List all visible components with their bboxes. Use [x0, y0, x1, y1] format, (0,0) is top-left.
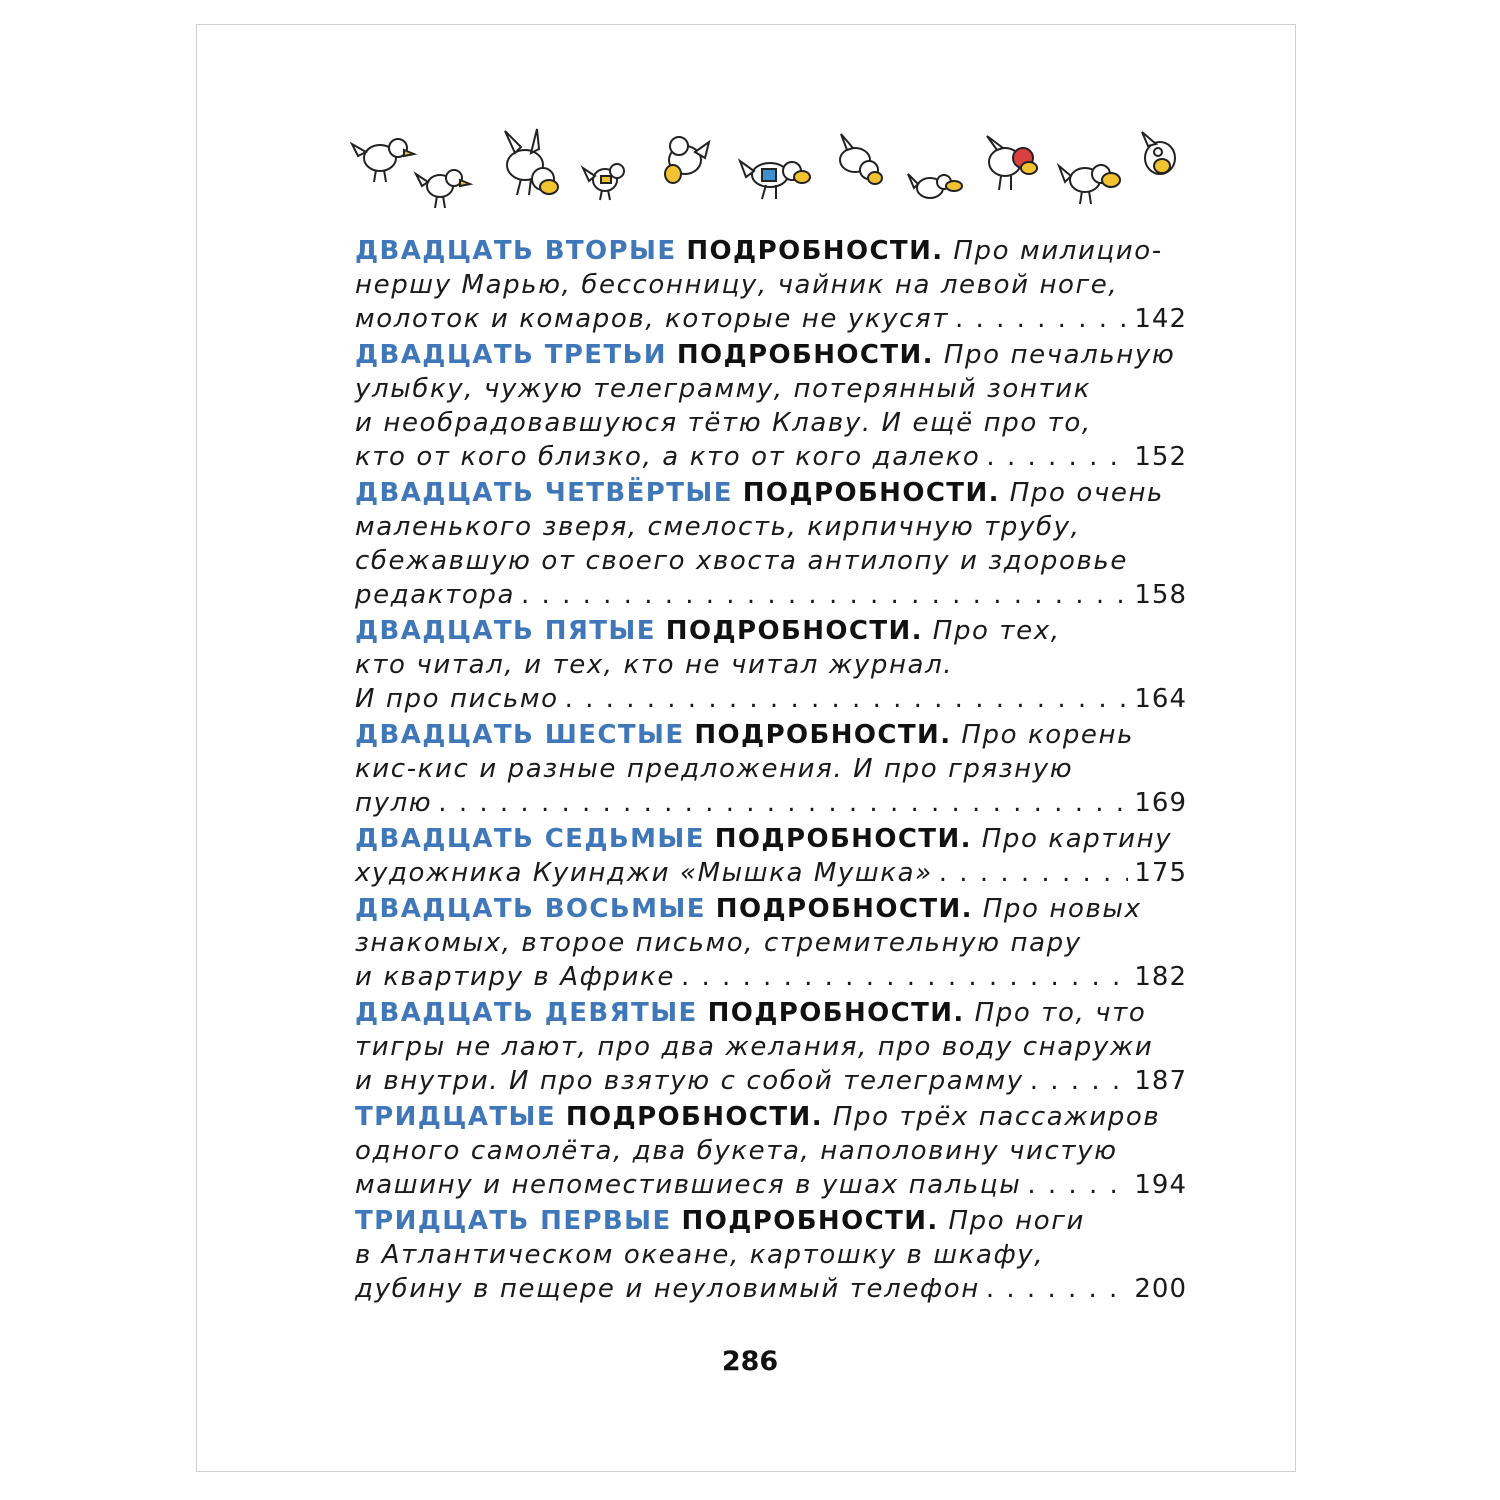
chapter-desc: Про печальную [943, 340, 1176, 370]
chapter-desc: в Атлантическом океане, картошку в шкафу, [355, 1240, 1045, 1270]
chapter-desc: тигры не лают, про два желания, про воду снаружи [355, 1032, 1154, 1062]
toc-line [355, 1238, 1187, 1272]
table-of-contents [355, 234, 1187, 1308]
page-number: 187 [1134, 1066, 1187, 1096]
toc-line [355, 1064, 1187, 1098]
dot-leader [1030, 1064, 1129, 1098]
chapter-number: ДВАДЦАТЬ СЕДЬМЫЕ [355, 824, 705, 854]
dot-leader [986, 1272, 1128, 1306]
chapter-word: ПОДРОБНОСТИ. [694, 720, 952, 750]
toc-line [355, 1134, 1187, 1168]
toc-line [355, 578, 1187, 612]
chapter-word: ПОДРОБНОСТИ. [707, 998, 965, 1028]
toc-entry[interactable] [355, 338, 1187, 474]
toc-line [355, 822, 1187, 856]
dot-leader [955, 302, 1128, 336]
chapter-desc: улыбку, чужую телеграмму, потерянный зонтик [355, 374, 1092, 404]
toc-entry[interactable] [355, 1204, 1187, 1306]
chapter-number: ДВАДЦАТЬ ПЯТЫЕ [355, 616, 656, 646]
toc-line [355, 648, 1187, 682]
page-number: 142 [1134, 304, 1187, 334]
chapter-desc: нершу Марью, бессонницу, чайник на левой ноге, [355, 270, 1119, 300]
chapter-word: ПОДРОБНОСТИ. [665, 616, 923, 646]
chapter-word: ПОДРОБНОСТИ. [681, 1206, 939, 1236]
chapter-word: ПОДРОБНОСТИ. [686, 236, 944, 266]
chapter-desc: маленького зверя, смелость, кирпичную трубу, [355, 512, 1081, 542]
chapter-desc: Про милицио- [953, 236, 1163, 266]
toc-line [355, 372, 1187, 406]
chapter-number: ДВАДЦАТЬ ДЕВЯТЫЕ [355, 998, 698, 1028]
chapter-desc: и квартиру в Африке [355, 962, 675, 992]
toc-line [355, 476, 1187, 510]
page-number: 169 [1134, 788, 1187, 818]
chapter-number: ДВАДЦАТЬ ВТОРЫЕ [355, 236, 677, 266]
chapter-number: ДВАДЦАТЬ ЧЕТВЁРТЫЕ [355, 478, 733, 508]
chapter-desc: пулю [355, 788, 433, 818]
chapter-number: ДВАДЦАТЬ ВОСЬМЫЕ [355, 894, 706, 924]
chapter-number: ДВАДЦАТЬ ТРЕТЬИ [355, 340, 667, 370]
chapter-desc: кис-кис и разные предложения. И про грязную [355, 754, 1074, 784]
chapter-desc: Про трёх пассажиров [832, 1102, 1161, 1132]
toc-line [355, 926, 1187, 960]
page-number: 194 [1134, 1170, 1187, 1200]
toc-entry[interactable] [355, 234, 1187, 336]
dot-leader [986, 440, 1128, 474]
toc-entry[interactable] [355, 1100, 1187, 1202]
chapter-desc: Про корень [961, 720, 1135, 750]
page-number: 182 [1134, 962, 1187, 992]
toc-entry[interactable] [355, 892, 1187, 994]
toc-line [355, 234, 1187, 268]
toc-line [355, 786, 1187, 820]
toc-entry[interactable] [355, 822, 1187, 890]
toc-entry[interactable] [355, 996, 1187, 1098]
chapter-word: ПОДРОБНОСТИ. [742, 478, 1000, 508]
chapter-word: ПОДРОБНОСТИ. [565, 1102, 823, 1132]
toc-line [355, 996, 1187, 1030]
chapter-number: ТРИДЦАТЫЕ [355, 1102, 556, 1132]
chapter-desc: машину и непоместившиеся в ушах пальцы [355, 1170, 1022, 1200]
chapter-desc: молоток и комаров, которые не укусят [355, 304, 950, 334]
toc-line [355, 268, 1187, 302]
toc-line [355, 1100, 1187, 1134]
toc-line [355, 1030, 1187, 1064]
chapter-desc: И про письмо [355, 684, 559, 714]
birds-illustration-icon [350, 120, 1190, 220]
toc-line [355, 440, 1187, 474]
toc-line [355, 544, 1187, 578]
toc-line [355, 1204, 1187, 1238]
chapter-desc: одного самолёта, два букета, наполовину чистую [355, 1136, 1118, 1166]
chapter-number: ДВАДЦАТЬ ШЕСТЫЕ [355, 720, 685, 750]
toc-entry[interactable] [355, 476, 1187, 612]
chapter-desc: дубину в пещере и неуловимый телефон [355, 1274, 980, 1304]
chapter-desc: Про то, что [974, 998, 1147, 1028]
page-number: 158 [1134, 580, 1187, 610]
dot-leader [565, 682, 1129, 716]
toc-line [355, 302, 1187, 336]
chapter-desc: Про картину [981, 824, 1173, 854]
toc-line [355, 892, 1187, 926]
toc-entry[interactable] [355, 718, 1187, 820]
toc-line [355, 338, 1187, 372]
dot-leader [1027, 1168, 1128, 1202]
chapter-desc: и необрадовавшуюся тётю Клаву. И ещё про то, [355, 408, 1092, 438]
chapter-desc: Про новых [982, 894, 1142, 924]
toc-line [355, 1272, 1187, 1306]
dot-leader [521, 578, 1128, 612]
chapter-desc: Про очень [1009, 478, 1164, 508]
chapter-desc: редактора [355, 580, 516, 610]
toc-line [355, 856, 1187, 890]
toc-line [355, 1168, 1187, 1202]
chapter-desc: кто читал, и тех, кто не читал журнал. [355, 650, 954, 680]
chapter-word: ПОДРОБНОСТИ. [715, 894, 973, 924]
page-number: 164 [1134, 684, 1187, 714]
toc-line [355, 406, 1187, 440]
toc-line [355, 682, 1187, 716]
toc-line [355, 510, 1187, 544]
chapter-desc: и внутри. И про взятую с собой телеграмму [355, 1066, 1024, 1096]
page-number: 152 [1134, 442, 1187, 472]
page-number: 200 [1134, 1274, 1187, 1304]
toc-line [355, 614, 1187, 648]
chapter-number: ТРИДЦАТЬ ПЕРВЫЕ [355, 1206, 672, 1236]
dot-leader [939, 856, 1129, 890]
chapter-desc: Про ноги [948, 1206, 1086, 1236]
dot-leader [681, 960, 1128, 994]
dot-leader [438, 786, 1128, 820]
toc-line [355, 752, 1187, 786]
chapter-desc: Про тех, [932, 616, 1061, 646]
chapter-word: ПОДРОБНОСТИ. [676, 340, 934, 370]
toc-line [355, 960, 1187, 994]
toc-line [355, 718, 1187, 752]
chapter-desc: художника Куинджи «Мышка Мушка» [355, 858, 933, 888]
chapter-word: ПОДРОБНОСТИ. [714, 824, 972, 854]
page-number: 175 [1134, 858, 1187, 888]
chapter-desc: кто от кого близко, а кто от кого далеко [355, 442, 981, 472]
folio-page-number: 286 [721, 1346, 779, 1377]
chapter-desc: сбежавшую от своего хвоста антилопу и здоровье [355, 546, 1128, 576]
chapter-desc: знакомых, второе письмо, стремительную пару [355, 928, 1082, 958]
toc-entry[interactable] [355, 614, 1187, 716]
